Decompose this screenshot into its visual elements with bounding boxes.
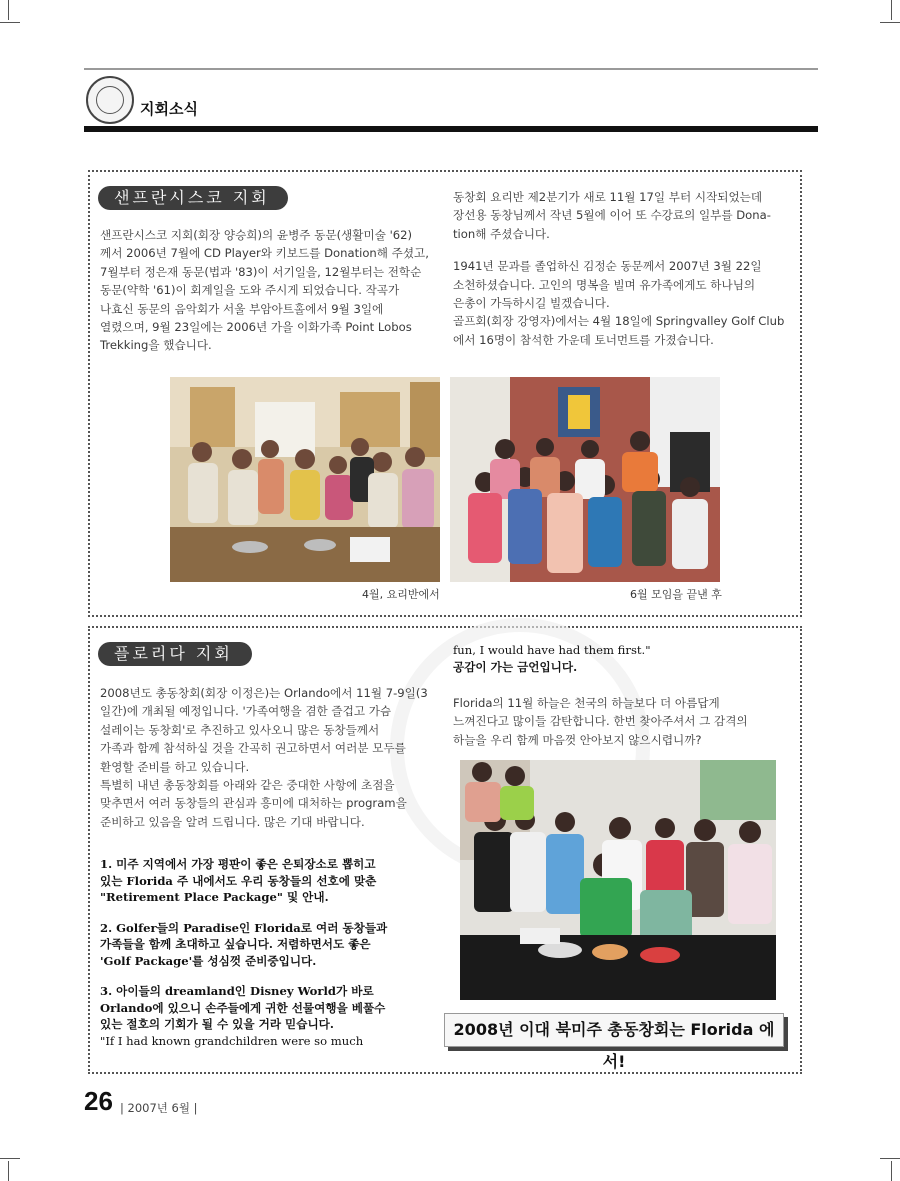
text-line: 1. 미주 지역에서 가장 평판이 좋은 은퇴장소로 뽑히고 (100, 857, 376, 871)
crop-mark (891, 1161, 892, 1181)
text-line: 준비하고 있음을 알려 드립니다. 많은 기대 바랍니다. (100, 814, 365, 829)
florida-group-photo (460, 760, 776, 1000)
text-line: 에서 16명이 참석한 가운데 토너먼트를 가졌습니다. (453, 332, 714, 347)
text-line: "Retirement Place Package" 및 안내. (100, 890, 329, 904)
text-line: 동창회 요리반 제2분기가 새로 11월 17일 부터 시작되었는데 (453, 190, 763, 204)
text-line: Florida의 11월 하늘은 천국의 하늘보다 더 아름답게 (453, 696, 720, 710)
text-line: 설레이는 동창회'로 추진하고 있사오니 많은 동창들께서 (100, 722, 380, 737)
fl-right-quote (453, 642, 798, 675)
fl-left-text (100, 684, 440, 831)
text-line: 가족과 함께 참석하실 것을 간곡히 권고하면서 여러분 모두를 (100, 741, 406, 756)
crop-mark (0, 1158, 20, 1159)
text-line: 장선용 동창님께서 작년 5월에 이어 또 수강료의 일부를 Dona- (453, 208, 771, 223)
page-number: 26 (84, 1086, 113, 1116)
text-line: fun, I would have had them first." (453, 643, 651, 657)
header-bar (84, 126, 818, 132)
sf-chapter-title: 샌프란시스코 지회 (98, 186, 288, 210)
text-line: 동문(약학 '61)이 회계일을 도와 주시게 되었습니다. 작곡가 (100, 283, 400, 298)
fl-chapter-title: 플로리다 지회 (98, 642, 252, 666)
crop-mark (8, 0, 9, 20)
text-line: 샌프란시스코 지회(회장 양승희)의 윤병주 동문(생활미술 '62) (100, 228, 413, 242)
text-line: 있는 Florida 주 내에서도 우리 동창들의 선호에 맞춘 (100, 873, 377, 888)
text-line: 7월부터 정은재 동문(법과 '83)이 서기일을, 12월부터는 전학순 (100, 264, 422, 279)
text-line: 소천하셨습니다. 고인의 명복을 빌며 유가족에게도 하나님의 (453, 277, 756, 292)
crop-mark (891, 0, 892, 20)
section-label: 지회소식 (140, 100, 198, 118)
convention-banner: 2008년 이대 북미주 총동창회는 Florida 에서! (444, 1013, 784, 1047)
text-line: 1941년 문과를 졸업하신 김정순 동문께서 2007년 3월 22일 (453, 259, 762, 274)
text-line: 2008년도 총동창회(회장 이정은)는 Orlando에서 11월 7-9일(3 (100, 686, 428, 700)
text-line: 열렸으며, 9월 23일에는 2006년 가을 이화가족 Point Lobos (100, 320, 412, 335)
text-line: 나효신 동문의 음악회가 서울 부암아트홀에서 9월 3일에 (100, 301, 384, 316)
text-line: 느껴진다고 많이들 감탄합니다. 한번 찾아주셔서 그 감격의 (453, 714, 748, 729)
fl-numbered-items (100, 856, 445, 1049)
fl-right-text (453, 694, 798, 749)
june-meeting-photo (450, 377, 720, 582)
crop-mark (8, 1161, 9, 1181)
sf-right-text (453, 188, 798, 349)
text-line: 공감이 가는 금언입니다. (453, 659, 578, 674)
text-line: 환영할 준비를 하고 있습니다. (100, 759, 250, 774)
text-line: 가족들을 함께 초대하고 싶습니다. 저렴하면서도 좋은 (100, 937, 371, 951)
text-line: 하늘을 우리 함께 마음껏 안아보지 않으시렵니까? (453, 732, 702, 747)
cooking-class-photo (170, 377, 440, 582)
crop-mark (880, 22, 900, 23)
crop-mark (0, 22, 20, 23)
text-line: Orlando에 있으니 손주들에게 귀한 선물여행을 베풀수 (100, 1000, 386, 1015)
text-line: Trekking을 했습니다. (100, 338, 212, 353)
photo-caption: 6월 모임을 끝낸 후 (630, 588, 722, 601)
text-line: 3. 아이들의 dreamland인 Disney World가 바로 (100, 984, 374, 998)
crop-mark (880, 1158, 900, 1159)
text-line: 께서 2006년 7월에 CD Player와 키보드를 Donation해 주셨고, (100, 246, 429, 261)
text-line: 맞추면서 여러 동창들의 관심과 흥미에 대처하는 program을 (100, 796, 407, 811)
text-line: 있는 절호의 기회가 될 수 있을 거라 믿습니다. (100, 1017, 334, 1031)
sf-left-text (100, 226, 440, 355)
photo-caption: 4월, 요리반에서 (362, 588, 440, 601)
text-line: 은총이 가득하시길 빌겠습니다. (453, 296, 610, 311)
alumni-seal-logo (86, 76, 134, 124)
text-line: "If I had known grandchildren were so much (100, 1033, 364, 1048)
header-top-rule (84, 68, 818, 70)
text-line: tion해 주셨습니다. (453, 226, 550, 241)
text-line: 2. Golfer들의 Paradise인 Florida로 여러 동창들과 (100, 920, 388, 935)
text-line: 일간)에 개최될 예정입니다. '가족여행을 겸한 즐겁고 가슴 (100, 704, 392, 719)
text-line: 특별히 내년 총동창회를 아래와 같은 중대한 사항에 초점을 (100, 778, 395, 793)
text-line: 골프회(회장 강영자)에서는 4월 18일에 Springvalley Golf Club (453, 314, 785, 329)
text-line: 'Golf Package'를 성심껏 준비중입니다. (100, 953, 317, 968)
issue-date: | 2007년 6월 | (120, 1101, 198, 1115)
